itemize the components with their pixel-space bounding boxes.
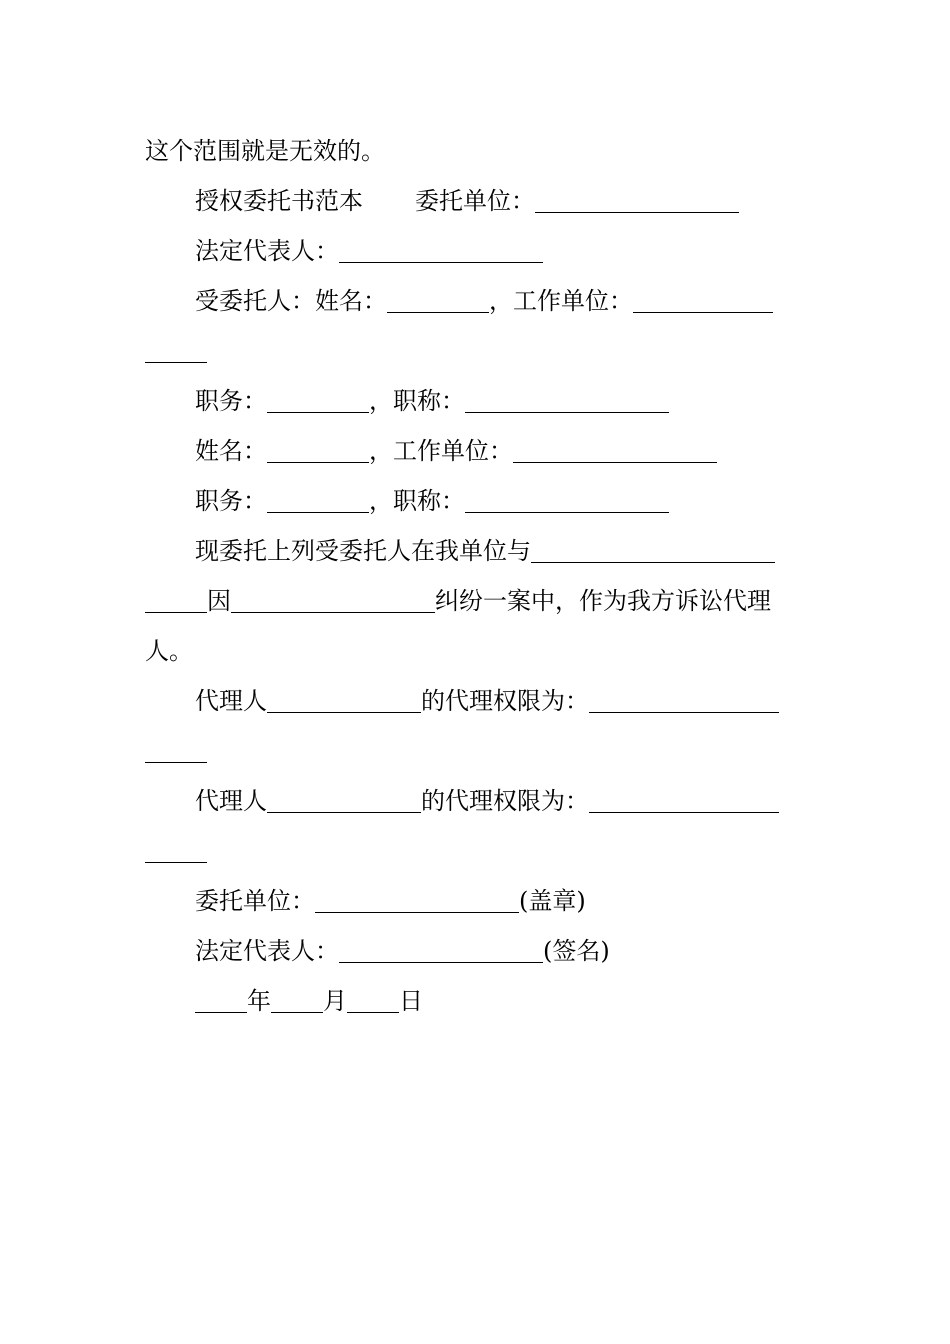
section-title: 授权委托书范本 [195, 187, 363, 215]
fill-blank[interactable] [315, 912, 519, 913]
field-label: 代理人 [195, 687, 267, 715]
fill-blank[interactable] [387, 312, 489, 313]
fill-blank[interactable] [145, 612, 207, 613]
fill-blank[interactable] [633, 312, 773, 313]
date-label: 月 [323, 987, 347, 1015]
fill-blank[interactable] [267, 712, 421, 713]
field-label: 法定代表人： [195, 937, 339, 965]
text-line [145, 776, 807, 826]
fill-blank[interactable] [535, 212, 739, 213]
text-line [145, 126, 807, 176]
field-label: 委托单位： [195, 887, 315, 915]
text-line [145, 326, 807, 376]
text-line [145, 976, 807, 1026]
field-label: ，职称： [369, 387, 465, 415]
text-line [145, 876, 807, 926]
field-label: 姓名： [195, 437, 267, 465]
text-line [145, 376, 807, 426]
fill-blank[interactable] [267, 512, 369, 513]
field-label: 的代理权限为： [421, 687, 589, 715]
date-label: 日 [399, 987, 423, 1015]
field-label: 的代理权限为： [421, 787, 589, 815]
field-label: 职务： [195, 387, 267, 415]
field-label: ，工作单位： [489, 287, 633, 315]
fill-blank[interactable] [589, 812, 779, 813]
fill-blank[interactable] [531, 562, 775, 563]
fill-blank[interactable] [465, 512, 669, 513]
document-page [145, 126, 807, 1026]
field-label: 受委托人：姓名： [195, 287, 387, 315]
field-label: ，工作单位： [369, 437, 513, 465]
field-label: 代理人 [195, 787, 267, 815]
fill-blank[interactable] [347, 1012, 399, 1013]
fill-blank[interactable] [271, 1012, 323, 1013]
text-line [145, 176, 807, 226]
fill-blank[interactable] [267, 812, 421, 813]
text-line [145, 276, 807, 326]
text-line [145, 926, 807, 976]
fill-blank[interactable] [589, 712, 779, 713]
text-line [145, 826, 807, 876]
fill-blank[interactable] [231, 612, 435, 613]
field-label: 职务： [195, 487, 267, 515]
paragraph-text: 纠纷一案中，作为我方诉讼代理 [435, 587, 771, 615]
text-line [145, 676, 807, 726]
field-note: (盖章) [519, 887, 586, 915]
date-label: 年 [247, 987, 271, 1015]
fill-blank[interactable] [513, 462, 717, 463]
text-line [145, 526, 807, 576]
paragraph-text: 这个范围就是无效的。 [145, 137, 385, 165]
field-note: (签名) [543, 937, 610, 965]
fill-blank[interactable] [195, 1012, 247, 1013]
text-line [145, 626, 807, 676]
fill-blank[interactable] [339, 962, 543, 963]
field-label: 法定代表人： [195, 237, 339, 265]
paragraph-text: 人。 [145, 637, 193, 665]
field-label: ，职称： [369, 487, 465, 515]
text-line [145, 226, 807, 276]
paragraph-text: 现委托上列受委托人在我单位与 [195, 537, 531, 565]
field-label: 委托单位： [415, 187, 535, 215]
paragraph-text: 因 [207, 587, 231, 615]
text-line [145, 426, 807, 476]
text-line [145, 726, 807, 776]
fill-blank[interactable] [465, 412, 669, 413]
text-line [145, 476, 807, 526]
fill-blank[interactable] [145, 862, 207, 863]
fill-blank[interactable] [267, 462, 369, 463]
fill-blank[interactable] [145, 362, 207, 363]
text-line [145, 576, 807, 626]
fill-blank[interactable] [267, 412, 369, 413]
fill-blank[interactable] [145, 762, 207, 763]
fill-blank[interactable] [339, 262, 543, 263]
